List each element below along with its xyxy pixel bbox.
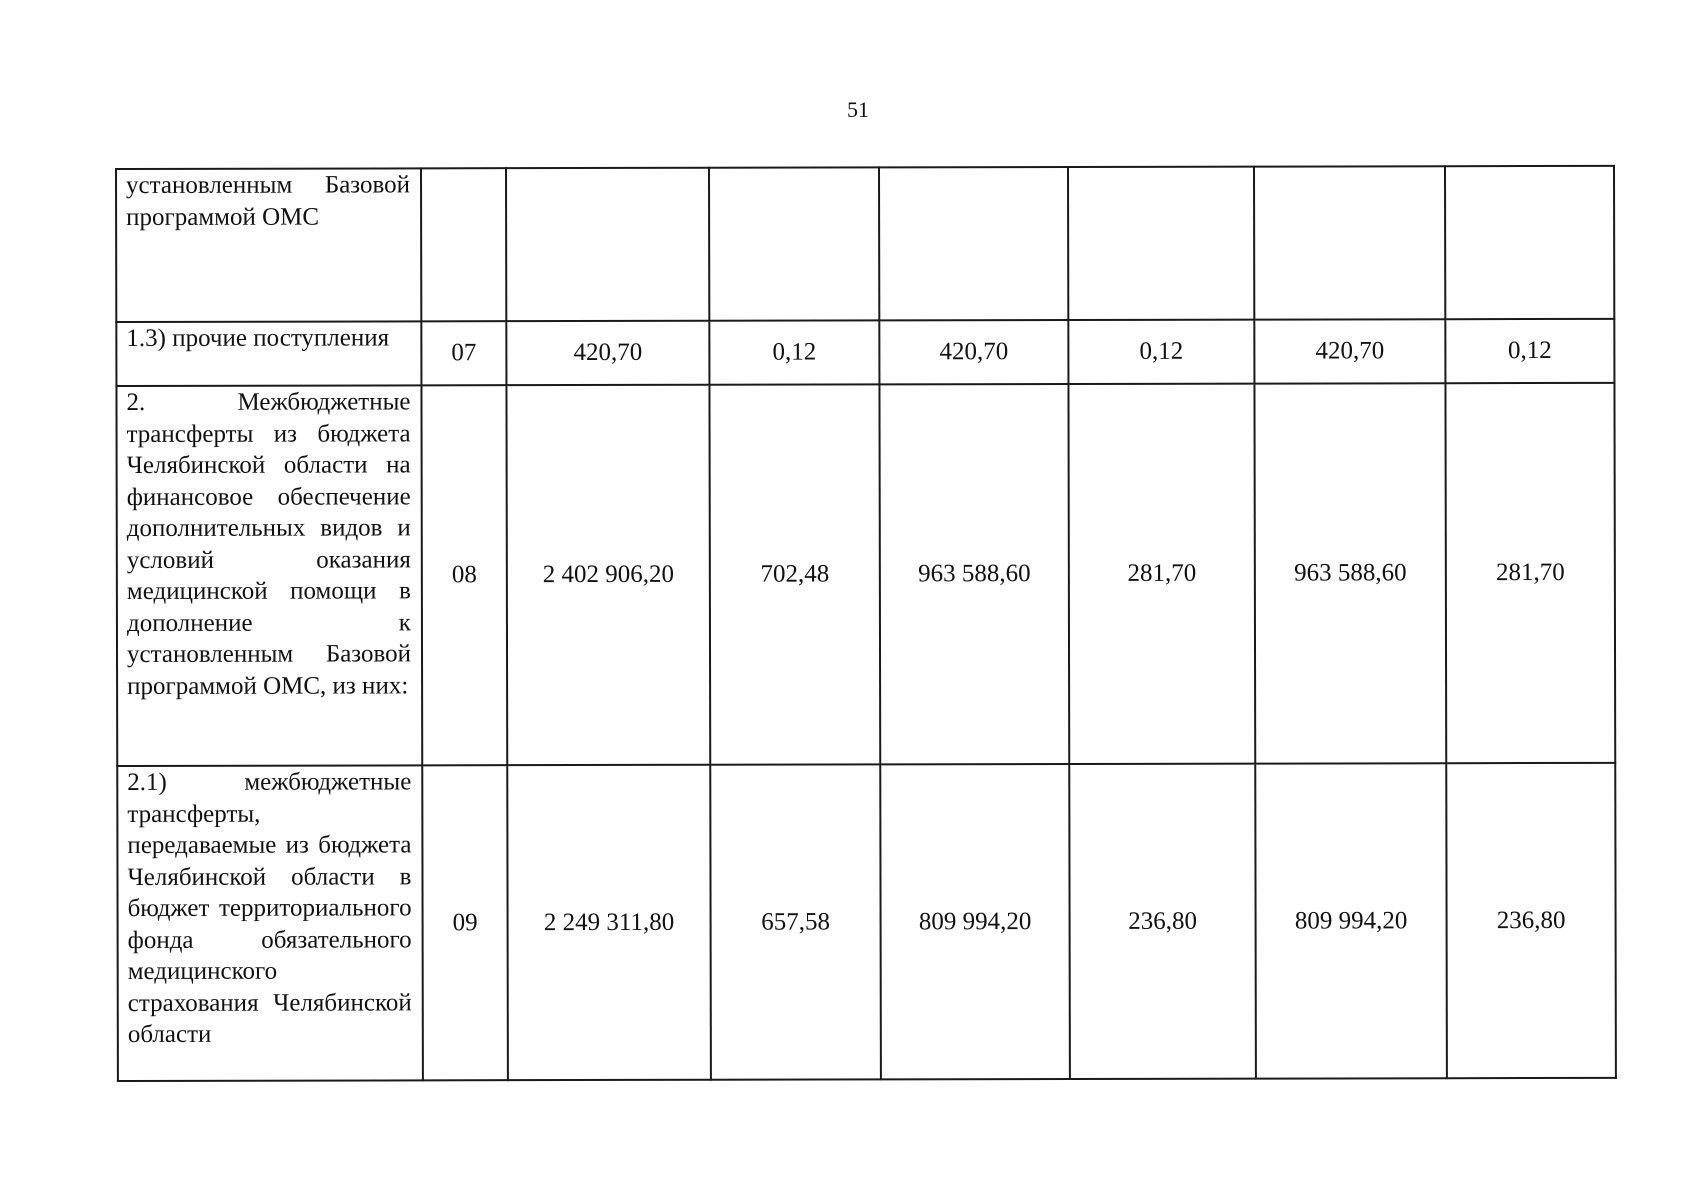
value-cell bbox=[1254, 166, 1445, 319]
value-cell bbox=[1068, 167, 1254, 320]
value-cell: 0,12 bbox=[1068, 320, 1254, 384]
value-cell bbox=[709, 167, 879, 320]
value-cell: 2 402 906,20 bbox=[506, 385, 710, 765]
value-cell: 809 994,20 bbox=[1255, 763, 1447, 1078]
value-cell: 420,70 bbox=[506, 321, 709, 385]
value-cell: 657,58 bbox=[710, 764, 881, 1079]
row-name-cell: 2.1) межбюджетные трансферты, передаваемые из бюджета Челябинской области в бюджет территориального фонда обязательного медицинского страхования Челябинской области bbox=[117, 765, 423, 1081]
value-cell: 420,70 bbox=[1254, 319, 1445, 383]
value-cell: 963 588,60 bbox=[879, 384, 1069, 764]
value-cell bbox=[1445, 166, 1614, 319]
value-cell bbox=[879, 167, 1068, 320]
value-cell: 236,80 bbox=[1446, 763, 1616, 1078]
row-code-cell: 07 bbox=[421, 321, 506, 385]
budget-table bbox=[115, 165, 1617, 1082]
value-cell: 0,12 bbox=[1445, 319, 1614, 383]
row-code-cell: 09 bbox=[422, 765, 508, 1080]
table-row bbox=[116, 166, 1614, 322]
value-cell: 236,80 bbox=[1069, 764, 1256, 1079]
value-cell: 281,70 bbox=[1445, 383, 1615, 763]
value-cell: 2 249 311,80 bbox=[507, 765, 711, 1080]
value-cell: 963 588,60 bbox=[1254, 383, 1446, 763]
value-cell bbox=[506, 168, 709, 321]
value-cell: 0,12 bbox=[709, 320, 879, 384]
value-cell: 809 994,20 bbox=[880, 764, 1070, 1079]
page-number: 51 bbox=[847, 97, 869, 122]
value-cell: 281,70 bbox=[1068, 384, 1255, 764]
row-code-cell bbox=[421, 168, 506, 321]
table-row bbox=[116, 383, 1615, 766]
row-code-cell: 08 bbox=[421, 385, 507, 765]
value-cell: 702,48 bbox=[709, 384, 880, 764]
table-row bbox=[117, 763, 1616, 1081]
row-name-cell: 2. Межбюджетные трансферты из бюджета Челябинской области на финансовое обеспечение дополнительных видов и условий оказания медицинской помощи в дополнение к установленным Базовой программой ОМС, из них: bbox=[116, 385, 422, 766]
row-name-cell: 1.3) прочие поступления bbox=[116, 321, 421, 386]
value-cell: 420,70 bbox=[879, 320, 1068, 384]
row-name-cell: установленным Базовой программой ОМС bbox=[116, 168, 421, 322]
table-row bbox=[116, 319, 1614, 386]
